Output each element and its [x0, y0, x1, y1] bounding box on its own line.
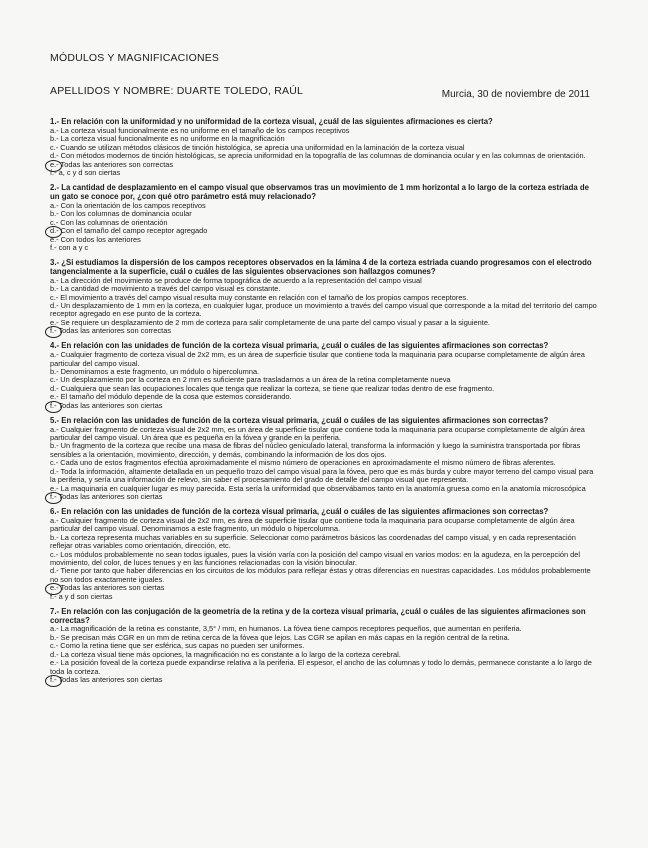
question-stem: 3.- ¿Si estudiamos la dispersión de los campos receptores observados en la lámina 4 de la corteza estriada cuando progresamos con el electrodo tangencialmente a la superficie, cuál o cuáles de las siguientes observaciones son hallazgos comunes? [50, 257, 592, 276]
question-7 [50, 608, 598, 685]
answer-option: d.- La corteza visual tiene más opciones, la magnificación no es constante a lo largo de la corteza cerebral. [50, 649, 401, 659]
answer-option: a.- La dirección del movimiento se produce de forma topográfica de acuerdo a la representación del campo visual [50, 275, 422, 285]
question-list [50, 118, 598, 691]
answer-option: a.- La magnificación de la retina es constante, 3,5° / mm, en humanos. La fóvea tiene campos receptores pequeños, que aumentan en periferia. [50, 624, 522, 634]
answer-option: b.- Denominamos a este fragmento, un módulo o hipercolumna. [50, 366, 260, 376]
answer-option: c.- Con las columnas de orientación [50, 217, 168, 227]
answer-option-circled: e.- Todas las anteriores son ciertas [50, 584, 598, 592]
answer-option: e.- Con todos los anteriores [50, 234, 141, 244]
answer-option-circled: f.- Todas las anteriores son correctas [50, 327, 598, 335]
question-stem: 7.- En relación con las conjugación de la geometría de la retina y de la corteza visual primaria, ¿cuál o cuáles de las siguientes afirmaciones son correctas? [50, 606, 586, 625]
question-3 [50, 259, 598, 336]
date-line: Murcia, 30 de noviembre de 2011 [441, 89, 590, 100]
answer-option: f.- a, c y d son ciertas [50, 168, 121, 178]
answer-option: b.- Un fragmento de la corteza que recibe una masa de fibras del núcleo geniculado lateral, transforma la información y luego la suministra transportada por fibras sensibles a la orientación, movimiento, dirección, y demás, combinando la información de los dos ojos. [50, 441, 581, 459]
answer-option: b.- La corteza representa muchas variables en su superficie. Seleccionar como parámetros básicos las coordenadas del campo visual, y en cada representación reflejar otras variables como orientación, dirección, etc. [50, 532, 576, 551]
author-line: APELLIDOS Y NOMBRE: DUARTE TOLEDO, RAÚL [50, 85, 304, 97]
answer-option: f.- con a y c [50, 242, 89, 252]
answer-option: c.- Los módulos probablemente no sean todos iguales, pues la visión varía con la posición del campo visual en varios modos: en la agudeza, en la percepción del movimiento, del color, de luces tenues y en las funciones relacionadas con la visión binocular. [50, 549, 580, 567]
answer-option: d.- Cualquiera que sean las ocupaciones locales que tenga que realizar la corteza, se tiene que realizar todas dentro de ese fragmento. [50, 383, 495, 393]
question-6 [50, 508, 598, 601]
answer-option: d.- Tiene por tanto que haber diferencias en los circuitos de los módulos para reflejar éstas y otras diferencias en nuestras capacidades. Los módulos probablemente no son todos exactamente iguales. [50, 566, 591, 584]
question-stem: 6.- En relación con las unidades de función de la corteza visual primaria, ¿cuál o cuáles de las siguientes afirmaciones son correctas? [50, 506, 549, 516]
answer-option: a.- Cualquier fragmento de corteza visual de 2x2 mm, es un área de superficie tisular que contiene toda la maquinaria para ocuparse completamente de algún área particular del campo visual. Un área que es pequeña en la fóvea y grande en la periferia. [50, 424, 585, 442]
answer-option: e.- La posición foveal de la corteza puede expandirse relativa a la periferia. El espesor, el ancho de las columnas y todo lo demás, permanece constante a lo largo de toda la corteza. [50, 658, 592, 676]
answer-option: a.- Cualquier fragmento de corteza visual de 2x2 mm, es área de superficie tisular que contiene toda la maquinaria para ocuparse completamente de algún área particular del campo visual. Denominamos a este fragmento, un módulo o hipercolumna. [50, 515, 575, 534]
answer-option: a.- La corteza visual funcionalmente es no uniforme en el tamaño de los campos receptivos [50, 125, 350, 135]
question-stem: 2.- La cantidad de desplazamiento en el campo visual que observamos tras un movimiento de 1 mm horizontal a lo largo de la corteza estriada de un gato se conoce por, ¿con qué otro parámetro está muy relacionado? [50, 183, 590, 201]
question-stem: 5.- En relación con las unidades de función de la corteza visual primaria, ¿cuál o cuáles de las siguientes afirmaciones son correctas? [50, 415, 549, 425]
answer-option: c.- El movimiento a través del campo visual resulta muy constante en relación con el tamaño de los propios campos receptores. [50, 292, 469, 302]
answer-option: d.- Toda la información, altamente detallada en un pequeño trozo del campo visual para la fóvea, pero que es más burda y cubre mayor terreno del campo visual para la periferia, y sería una información de relevo, sin saber el procesamiento del grado de detalle del campo visual que representa. [50, 466, 594, 485]
question-stem: 4.- En relación con las unidades de función de la corteza visual primaria, ¿cuál o cuáles de las siguientes afirmaciones son correctas? [50, 341, 549, 351]
answer-option: e.- La maquinaria en cualquier lugar es muy parecida. Esta sería la uniformidad que observábamos tanto en la anatomía gruesa como en la anatomía microscópica [50, 483, 586, 493]
answer-option: a.- Cualquier fragmento de corteza visual de 2x2 mm, es un área de superficie tisular que contiene toda la maquinaria para ocuparse completamente de algún área particular del campo visual. [50, 350, 585, 368]
document-title: MÓDULOS Y MAGNIFICACIONES [50, 52, 220, 64]
answer-option: f.- a y d son ciertas [50, 591, 113, 601]
answer-option: e.- Se requiere un desplazamiento de 2 mm de corteza para salir completamente de una parte del campo visual y pasar a la siguiente. [50, 317, 490, 327]
answer-option: e.- El tamaño del módulo depende de la cosa que estemos considerando. [50, 392, 292, 402]
question-5 [50, 417, 598, 502]
answer-option: c.- Un desplazamiento por la corteza en 2 mm es suficiente para trasladarnos a un área de la retina completamente nueva [50, 375, 451, 385]
answer-option: c.- Cuando se utilizan métodos clásicos de tinción histológica, se aprecia una uniformidad en la laminación de la corteza visual [50, 142, 465, 152]
answer-option-circled: f.- Todas las anteriores son ciertas [50, 676, 598, 684]
question-2 [50, 184, 598, 252]
question-4 [50, 342, 598, 410]
answer-option: d.- Un desplazamiento de 1 mm en la corteza, en cualquier lugar, produce un movimiento a través del campo visual que corresponde a la mitad del territorio del campo receptor agregado en ese punto de la corteza. [50, 300, 597, 319]
answer-option: c.- Como la retina tiene que ser esférica, sus capas no pueden ser uniformes. [50, 641, 305, 651]
answer-option: d.- Con métodos modernos de tinción histológicas, se aprecia uniformidad en la topografía de las columnas de dominancia ocular y en las columnas de orientación. [50, 151, 586, 161]
answer-option: b.- Se precisan más CGR en un mm de retina cerca de la fóvea que lejos. Las CGR se apilan en más capas en la región central de la retina. [50, 632, 510, 642]
answer-option: b.- La corteza visual funcionalmente es no uniforme en la magnificación [50, 134, 285, 144]
answer-option-circled: f.- Todas las anteriores son ciertas [50, 493, 598, 501]
answer-option-circled: d.- Con el tamaño del campo receptor agregado [50, 227, 598, 235]
answer-option: b.- Con los columnas de dominancia ocular [50, 209, 192, 219]
question-1 [50, 118, 598, 178]
answer-option: a.- Con la orientación de los campos receptivos [50, 200, 206, 210]
answer-option-circled: f.- Todas las anteriores son ciertas [50, 402, 598, 410]
answer-option: c.- Cada uno de estos fragmentos efectúa aproximadamente el mismo número de operaciones en aproximadamente el mismo número de fibras aferentes. [50, 458, 556, 468]
answer-option: b.- La cantidad de movimiento a través del campo visual es constante. [50, 284, 281, 294]
answer-option-circled: e.- Todas las anteriores son correctas [50, 161, 598, 169]
question-stem: 1.- En relación con la uniformidad y no uniformidad de la corteza visual, ¿cuál de las siguientes afirmaciones es cierta? [50, 117, 493, 126]
